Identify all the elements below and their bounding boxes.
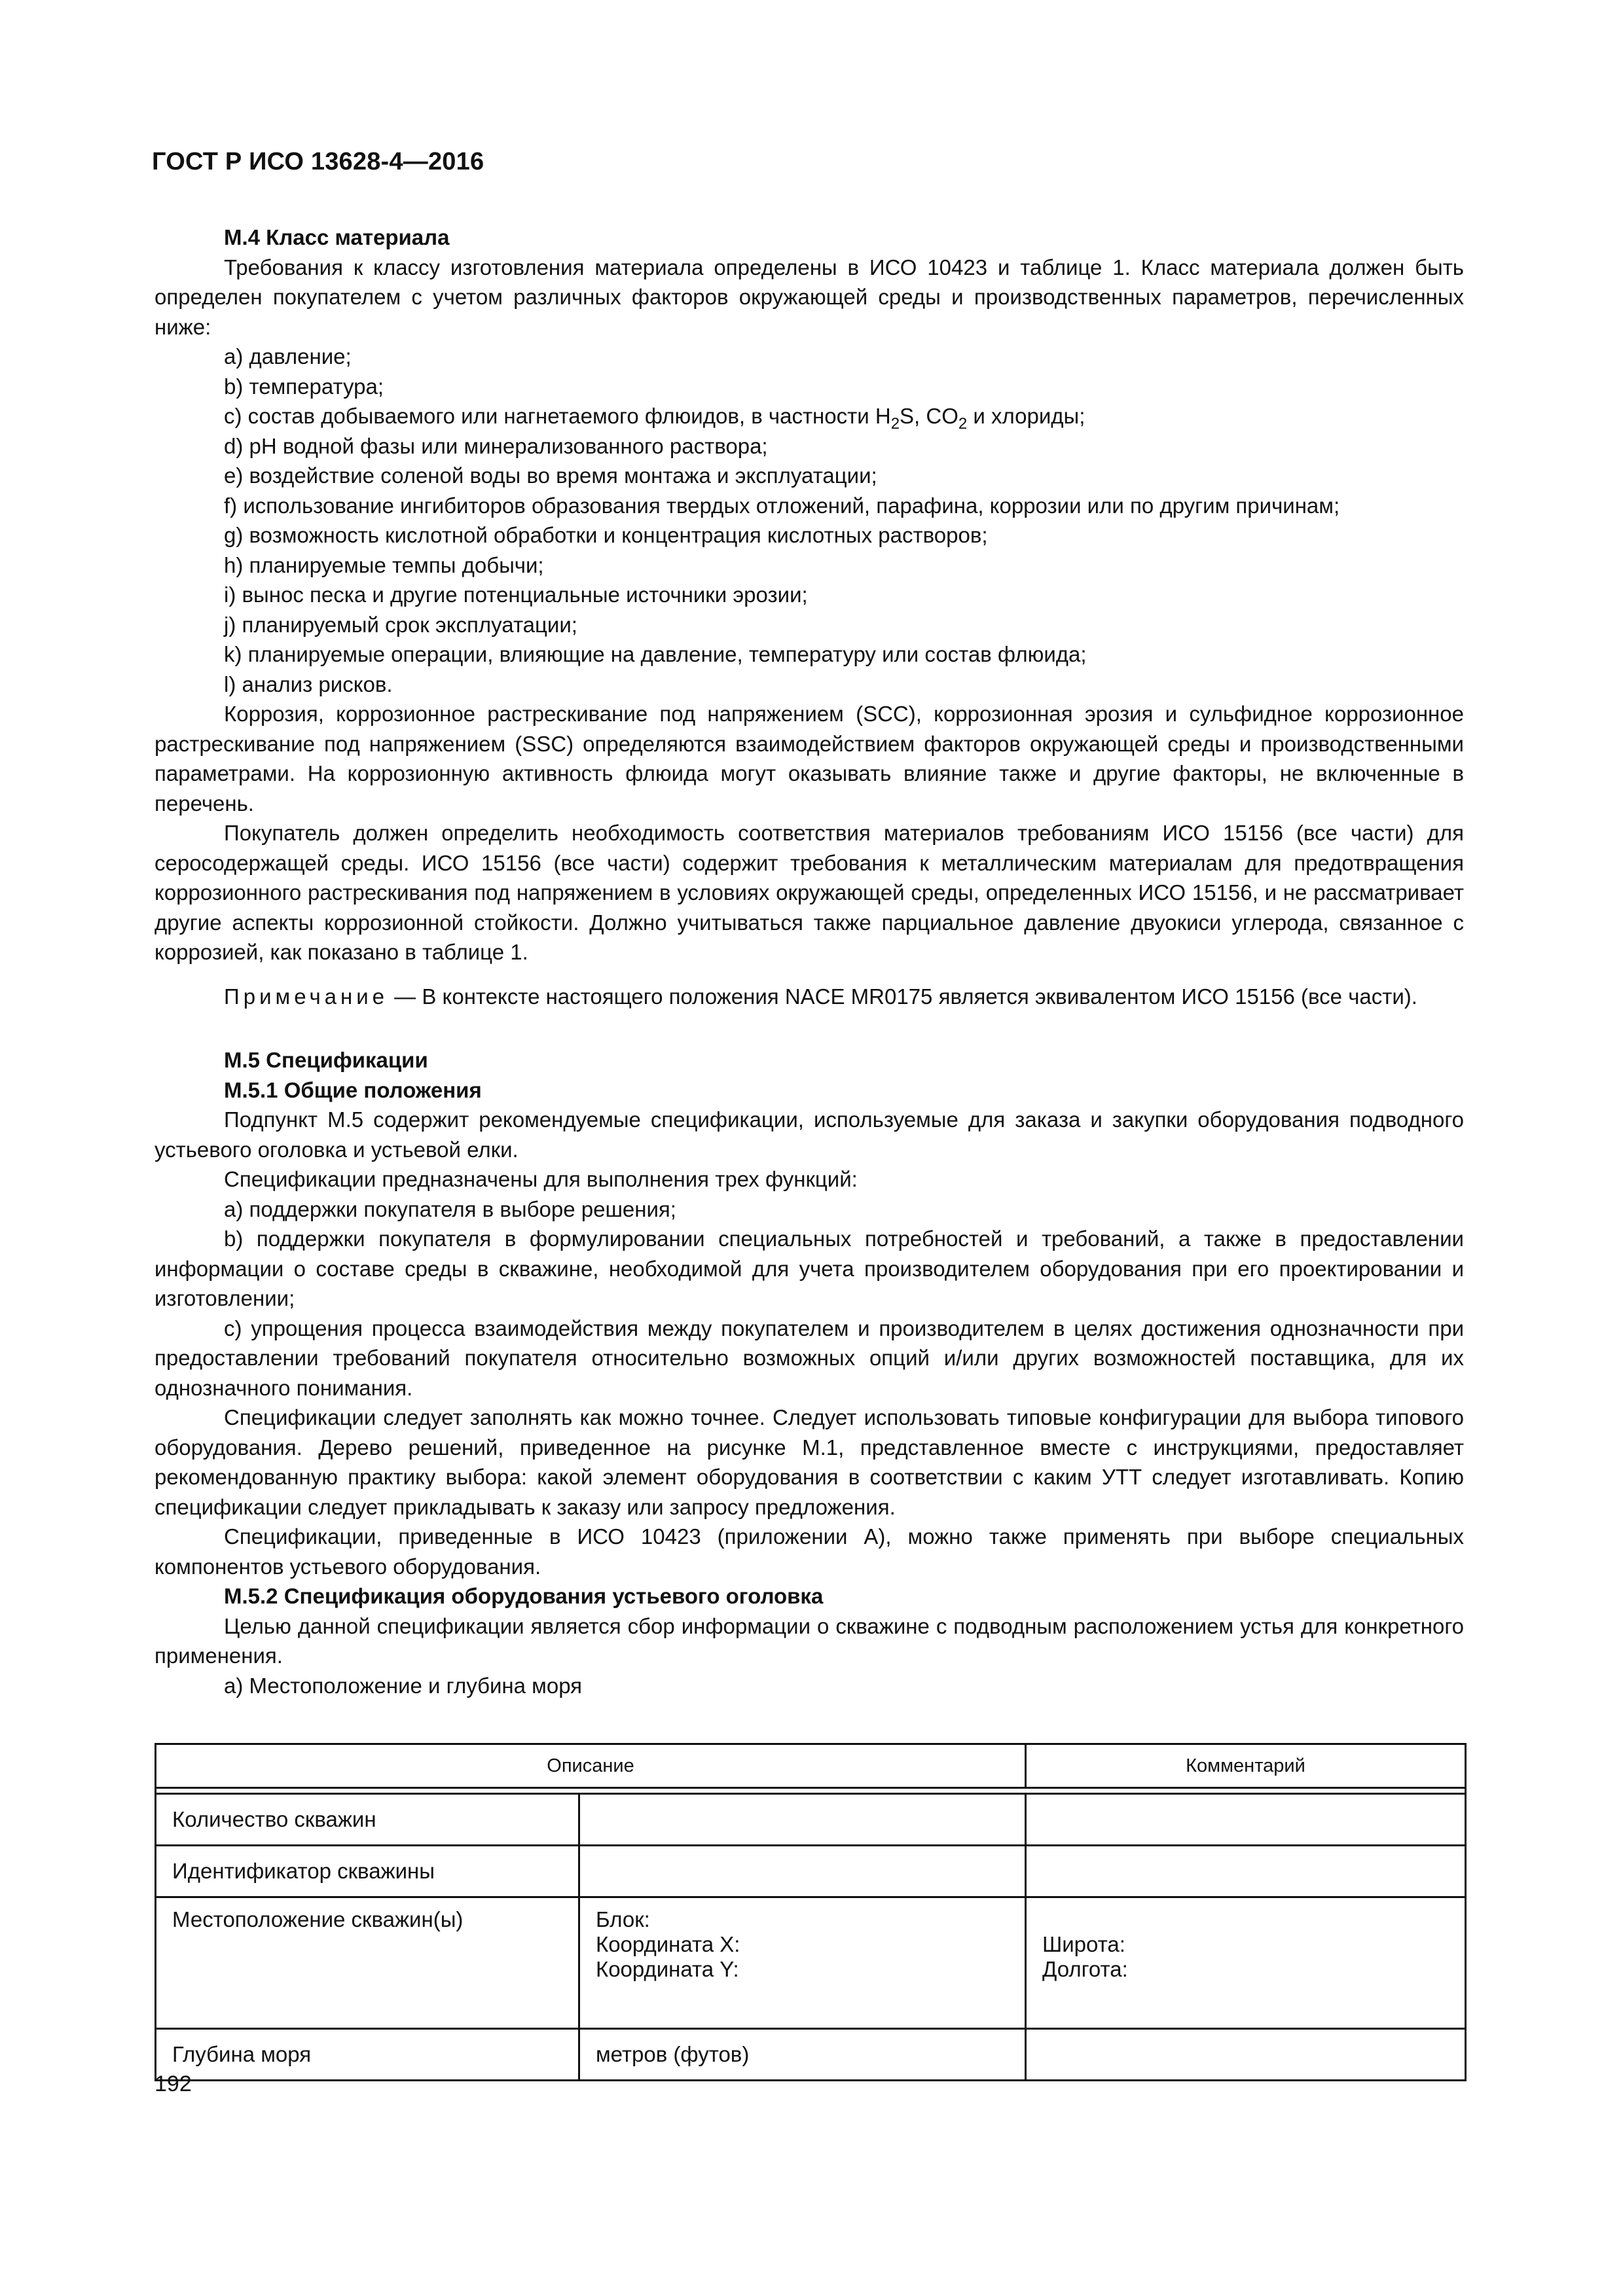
- document-body: [155, 223, 1464, 1700]
- row-label: Местоположение скважин(ы): [156, 1897, 579, 2029]
- section-heading-m5: М.5 Спецификации: [224, 1048, 428, 1072]
- table-row: [156, 1846, 1466, 1897]
- value-line: Блок:: [595, 1907, 650, 1931]
- row-comment: [1025, 1846, 1465, 1897]
- row-comment: [1025, 2029, 1465, 2081]
- note-text: — В контексте настоящего положения NACE MR0175 является эквивалентом ИСО 15156 (все части).: [388, 984, 1417, 1009]
- row-value: метров (футов): [579, 2029, 1025, 2081]
- row-label: Глубина моря: [156, 2029, 579, 2081]
- row-value: [579, 1846, 1025, 1897]
- list-item: b) температура;: [224, 374, 384, 399]
- text: S, CO: [900, 404, 958, 428]
- row-label: Идентификатор скважины: [156, 1846, 579, 1897]
- list-item: k) планируемые операции, влияющие на давление, температуру или состав флюида;: [224, 642, 1087, 666]
- subscript: 2: [890, 415, 900, 433]
- m4-intro: Требования к классу изготовления материала определены в ИСО 10423 и таблице 1. Класс материала должен быть определен покупателем с учетом различных факторов окружающей среды и производственных параметров, перечисленных ниже:: [155, 255, 1464, 339]
- subscript: 2: [958, 415, 968, 433]
- well-location-table: [155, 1743, 1467, 2081]
- header-comment: Комментарий: [1025, 1744, 1465, 1788]
- note-label: Примечание: [224, 984, 389, 1009]
- list-item: c) упрощения процесса взаимодействия между покупателем и производителем в целях достижения однозначности при предоставлении требований покупателя относительно возможных опций и/или других возможностей поставщика, для их однозначного понимания.: [155, 1316, 1464, 1400]
- subsection-heading-m51: М.5.1 Общие положения: [224, 1077, 482, 1102]
- paragraph: Спецификации предназначены для выполнения трех функций:: [224, 1167, 858, 1191]
- list-item: a) поддержки покупателя в выборе решения;: [224, 1196, 676, 1221]
- row-value: [579, 1794, 1025, 1846]
- row-comment: [1025, 1897, 1465, 2029]
- list-item: l) анализ рисков.: [224, 672, 393, 696]
- row-label: Количество скважин: [156, 1794, 579, 1846]
- list-item: g) возможность кислотной обработки и концентрация кислотных растворов;: [224, 523, 988, 547]
- comment-line: Долгота:: [1042, 1957, 1128, 1981]
- table-row: [156, 1897, 1466, 2029]
- list-item: a) давление;: [224, 344, 352, 368]
- list-item: i) вынос песка и другие потенциальные источники эрозии;: [224, 583, 808, 607]
- note: [155, 982, 1464, 1012]
- paragraph: Спецификации, приведенные в ИСО 10423 (приложении А), можно также применять при выборе специальных компонентов устьевого оборудования.: [155, 1524, 1464, 1579]
- list-item: e) воздействие соленой воды во время монтажа и эксплуатации;: [224, 463, 877, 488]
- subsection-heading-m52: М.5.2 Спецификация оборудования устьевого оголовка: [224, 1584, 824, 1608]
- list-item: b) поддержки покупателя в формулировании специальных потребностей и требований, а также в предоставлении информации о составе среды в скважине, необходимой для учета производителем оборудования при его проектировании и изготовлении;: [155, 1227, 1464, 1310]
- table-row: [156, 2029, 1466, 2081]
- table-row: [156, 1794, 1466, 1846]
- header-description: Описание: [156, 1744, 1026, 1788]
- comment-line: Широта:: [1042, 1932, 1125, 1956]
- document-header: ГОСТ Р ИСО 13628-4—2016: [152, 148, 484, 175]
- text: c) состав добываемого или нагнетаемого флюидов, в частности H: [224, 404, 891, 428]
- paragraph: Целью данной спецификации является сбор информации о скважине с подводным расположением устья для конкретного применения.: [155, 1613, 1464, 1668]
- row-value: [579, 1897, 1025, 2029]
- list-item: a) Местоположение и глубина моря: [224, 1673, 583, 1698]
- list-item: f) использование ингибиторов образования твердых отложений, парафина, коррозии или по другим причинам;: [224, 493, 1340, 518]
- list-item: d) pH водной фазы или минерализованного раствора;: [224, 433, 768, 458]
- paragraph: Покупатель должен определить необходимость соответствия материалов требованиям ИСО 15156 (все части) для серосодержащей среды. ИСО 15156 (все части) содержит требования к металлическим материалам для предотвращения коррозионного растрескивания под напряжением в условиях окружающей среды, определенных ИСО 15156, и не рассматривает другие аспекты коррозионной стойкости. Должно учитываться также парциальное давление двуокиси углерода, связанное с коррозией, как показано в таблице 1.: [155, 821, 1464, 964]
- table-spacer: [156, 1788, 1466, 1794]
- table-header-row: [156, 1744, 1466, 1788]
- text: и хлориды;: [967, 404, 1085, 428]
- paragraph: Коррозия, коррозионное растрескивание под напряжением (SCC), коррозионная эрозия и сульфидное коррозионное растрескивание под напряжением (SSC) определяются взаимодействием факторов окружающей среды и производственными параметрами. На коррозионную активность флюида могут оказывать влияние также и другие факторы, не включенные в перечень.: [155, 702, 1464, 816]
- paragraph: Спецификации следует заполнять как можно точнее. Следует использовать типовые конфигурации для выбора типового оборудования. Дерево решений, приведенное на рисунке М.1, представленное вместе с инструкциями, предоставляет рекомендованную практику выбора: какой элемент оборудования в соответствии с каким УТТ следует изготавливать. Копию спецификации следует прикладывать к заказу или запросу предложения.: [155, 1405, 1464, 1519]
- list-item-c: [155, 401, 1464, 431]
- list-item: j) планируемый срок эксплуатации;: [224, 612, 577, 637]
- value-line: Координата Y:: [595, 1957, 739, 1981]
- page-number: 192: [155, 2072, 192, 2096]
- paragraph: Подпункт М.5 содержит рекомендуемые спецификации, используемые для заказа и закупки оборудования подводного устьевого оголовка и устьевой елки.: [155, 1107, 1464, 1162]
- section-heading-m4: М.4 Класс материала: [224, 225, 450, 249]
- row-comment: [1025, 1794, 1465, 1846]
- value-line: Координата X:: [595, 1932, 740, 1956]
- list-item: h) планируемые темпы добычи;: [224, 552, 544, 577]
